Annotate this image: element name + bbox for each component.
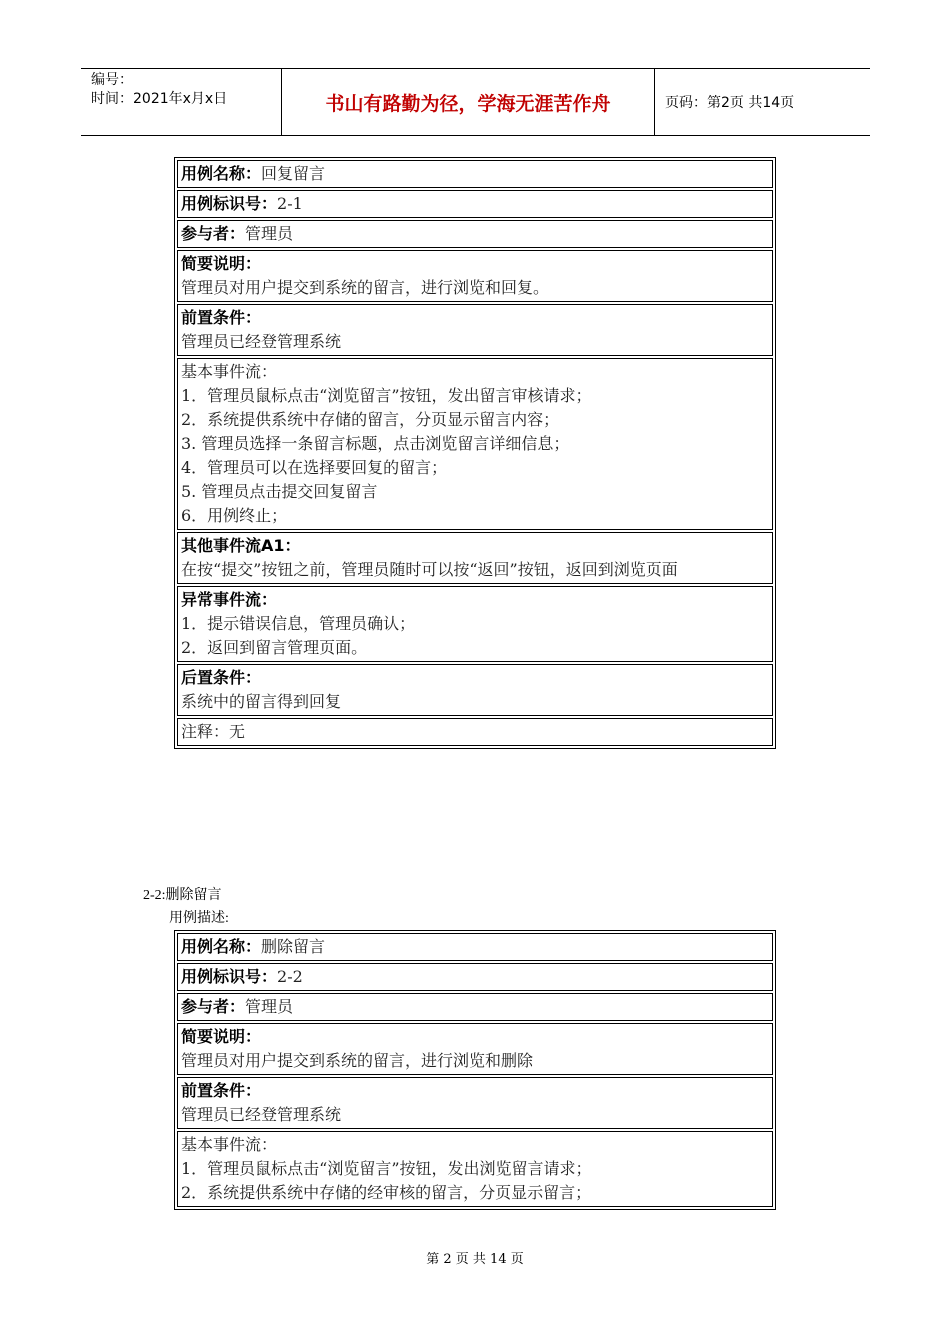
usecase-table-1 — [174, 157, 776, 749]
uc1-post-value: 系统中的留言得到回复 — [181, 692, 342, 711]
uc1-name-label: 用例名称： — [181, 164, 262, 183]
uc1-post-label: 后置条件： — [181, 668, 262, 687]
uc2-name-value: 删除留言 — [261, 937, 326, 956]
uc1-alt-label: 其他事件流A1： — [181, 536, 301, 555]
uc1-flow-step: 4．管理员可以在选择要回复的留言； — [181, 458, 448, 477]
uc1-name-row — [177, 160, 773, 188]
uc2-flow-row — [177, 1131, 773, 1207]
uc1-brief-label: 简要说明： — [181, 254, 262, 273]
uc2-pre-row — [177, 1077, 773, 1129]
header-meta — [81, 69, 282, 135]
uc1-pre-row — [177, 304, 773, 356]
uc1-exc-row — [177, 586, 773, 662]
uc1-pre-value: 管理员已经登管理系统 — [181, 332, 342, 351]
uc2-flow-label: 基本事件流： — [181, 1135, 278, 1154]
uc1-flow-step: 2．系统提供系统中存储的留言，分页显示留言内容； — [181, 410, 560, 429]
uc2-flow-step: 1．管理员鼠标点击“浏览留言”按钮，发出浏览留言请求； — [181, 1159, 592, 1178]
uc1-exc-step: 2．返回到留言管理页面。 — [181, 638, 368, 657]
uc1-actor-label: 参与者： — [181, 224, 246, 243]
uc1-name-value: 回复留言 — [261, 164, 326, 183]
uc2-id-row — [177, 963, 773, 991]
uc2-brief-label: 简要说明： — [181, 1027, 262, 1046]
uc1-note: 注释：无 — [181, 722, 246, 741]
uc1-flow-label: 基本事件流： — [181, 362, 278, 381]
uc2-id-label: 用例标识号： — [181, 967, 278, 986]
uc1-flow-row — [177, 358, 773, 530]
uc1-actor-row — [177, 220, 773, 248]
uc1-post-row — [177, 664, 773, 716]
uc1-actor-value: 管理员 — [245, 224, 294, 243]
uc2-pre-value: 管理员已经登管理系统 — [181, 1105, 342, 1124]
header-number: 编号： — [91, 72, 133, 88]
uc2-flow-step: 2．系统提供系统中存储的经审核的留言，分页显示留言； — [181, 1183, 592, 1202]
uc1-flow-step: 6．用例终止； — [181, 506, 288, 525]
page-header — [81, 68, 870, 136]
uc2-pre-label: 前置条件： — [181, 1081, 262, 1100]
uc1-exc-label: 异常事件流： — [181, 590, 278, 609]
uc2-actor-row — [177, 993, 773, 1021]
uc1-pre-label: 前置条件： — [181, 308, 262, 327]
uc1-brief-row — [177, 250, 773, 302]
uc2-actor-label: 参与者： — [181, 997, 246, 1016]
uc2-name-label: 用例名称： — [181, 937, 262, 956]
uc2-id-value: 2-2 — [277, 967, 303, 986]
uc1-note-row — [177, 718, 773, 746]
header-time: 时间：2021年x月x日 — [91, 91, 228, 107]
uc1-alt-row — [177, 532, 773, 584]
uc1-flow-step: 3. 管理员选择一条留言标题，点击浏览留言详细信息； — [181, 434, 570, 453]
uc2-brief-row — [177, 1023, 773, 1075]
usecase-table-2 — [174, 930, 776, 1210]
uc1-id-value: 2-1 — [277, 194, 303, 213]
page-footer: 第 2 页 共 14 页 — [426, 1252, 524, 1267]
uc1-id-label: 用例标识号： — [181, 194, 278, 213]
uc2-brief-value: 管理员对用户提交到系统的留言，进行浏览和删除 — [181, 1051, 534, 1070]
uc1-brief-value: 管理员对用户提交到系统的留言，进行浏览和回复。 — [181, 278, 550, 297]
section-heading: 2-2:删除留言 — [143, 888, 222, 903]
uc1-alt-value: 在按“提交”按钮之前，管理员随时可以按“返回”按钮，返回到浏览页面 — [181, 560, 678, 579]
uc1-flow-step: 5. 管理员点击提交回复留言 — [181, 482, 378, 501]
section-subheading: 用例描述: — [169, 911, 229, 926]
uc1-id-row — [177, 190, 773, 218]
header-slogan: 书山有路勤为径，学海无涯苦作舟 — [282, 69, 655, 135]
uc2-actor-value: 管理员 — [245, 997, 294, 1016]
header-page-info: 页码：第2页 共14页 — [665, 95, 795, 111]
uc1-exc-step: 1．提示错误信息，管理员确认； — [181, 614, 416, 633]
uc2-name-row — [177, 933, 773, 961]
uc1-flow-step: 1．管理员鼠标点击“浏览留言”按钮，发出留言审核请求； — [181, 386, 592, 405]
